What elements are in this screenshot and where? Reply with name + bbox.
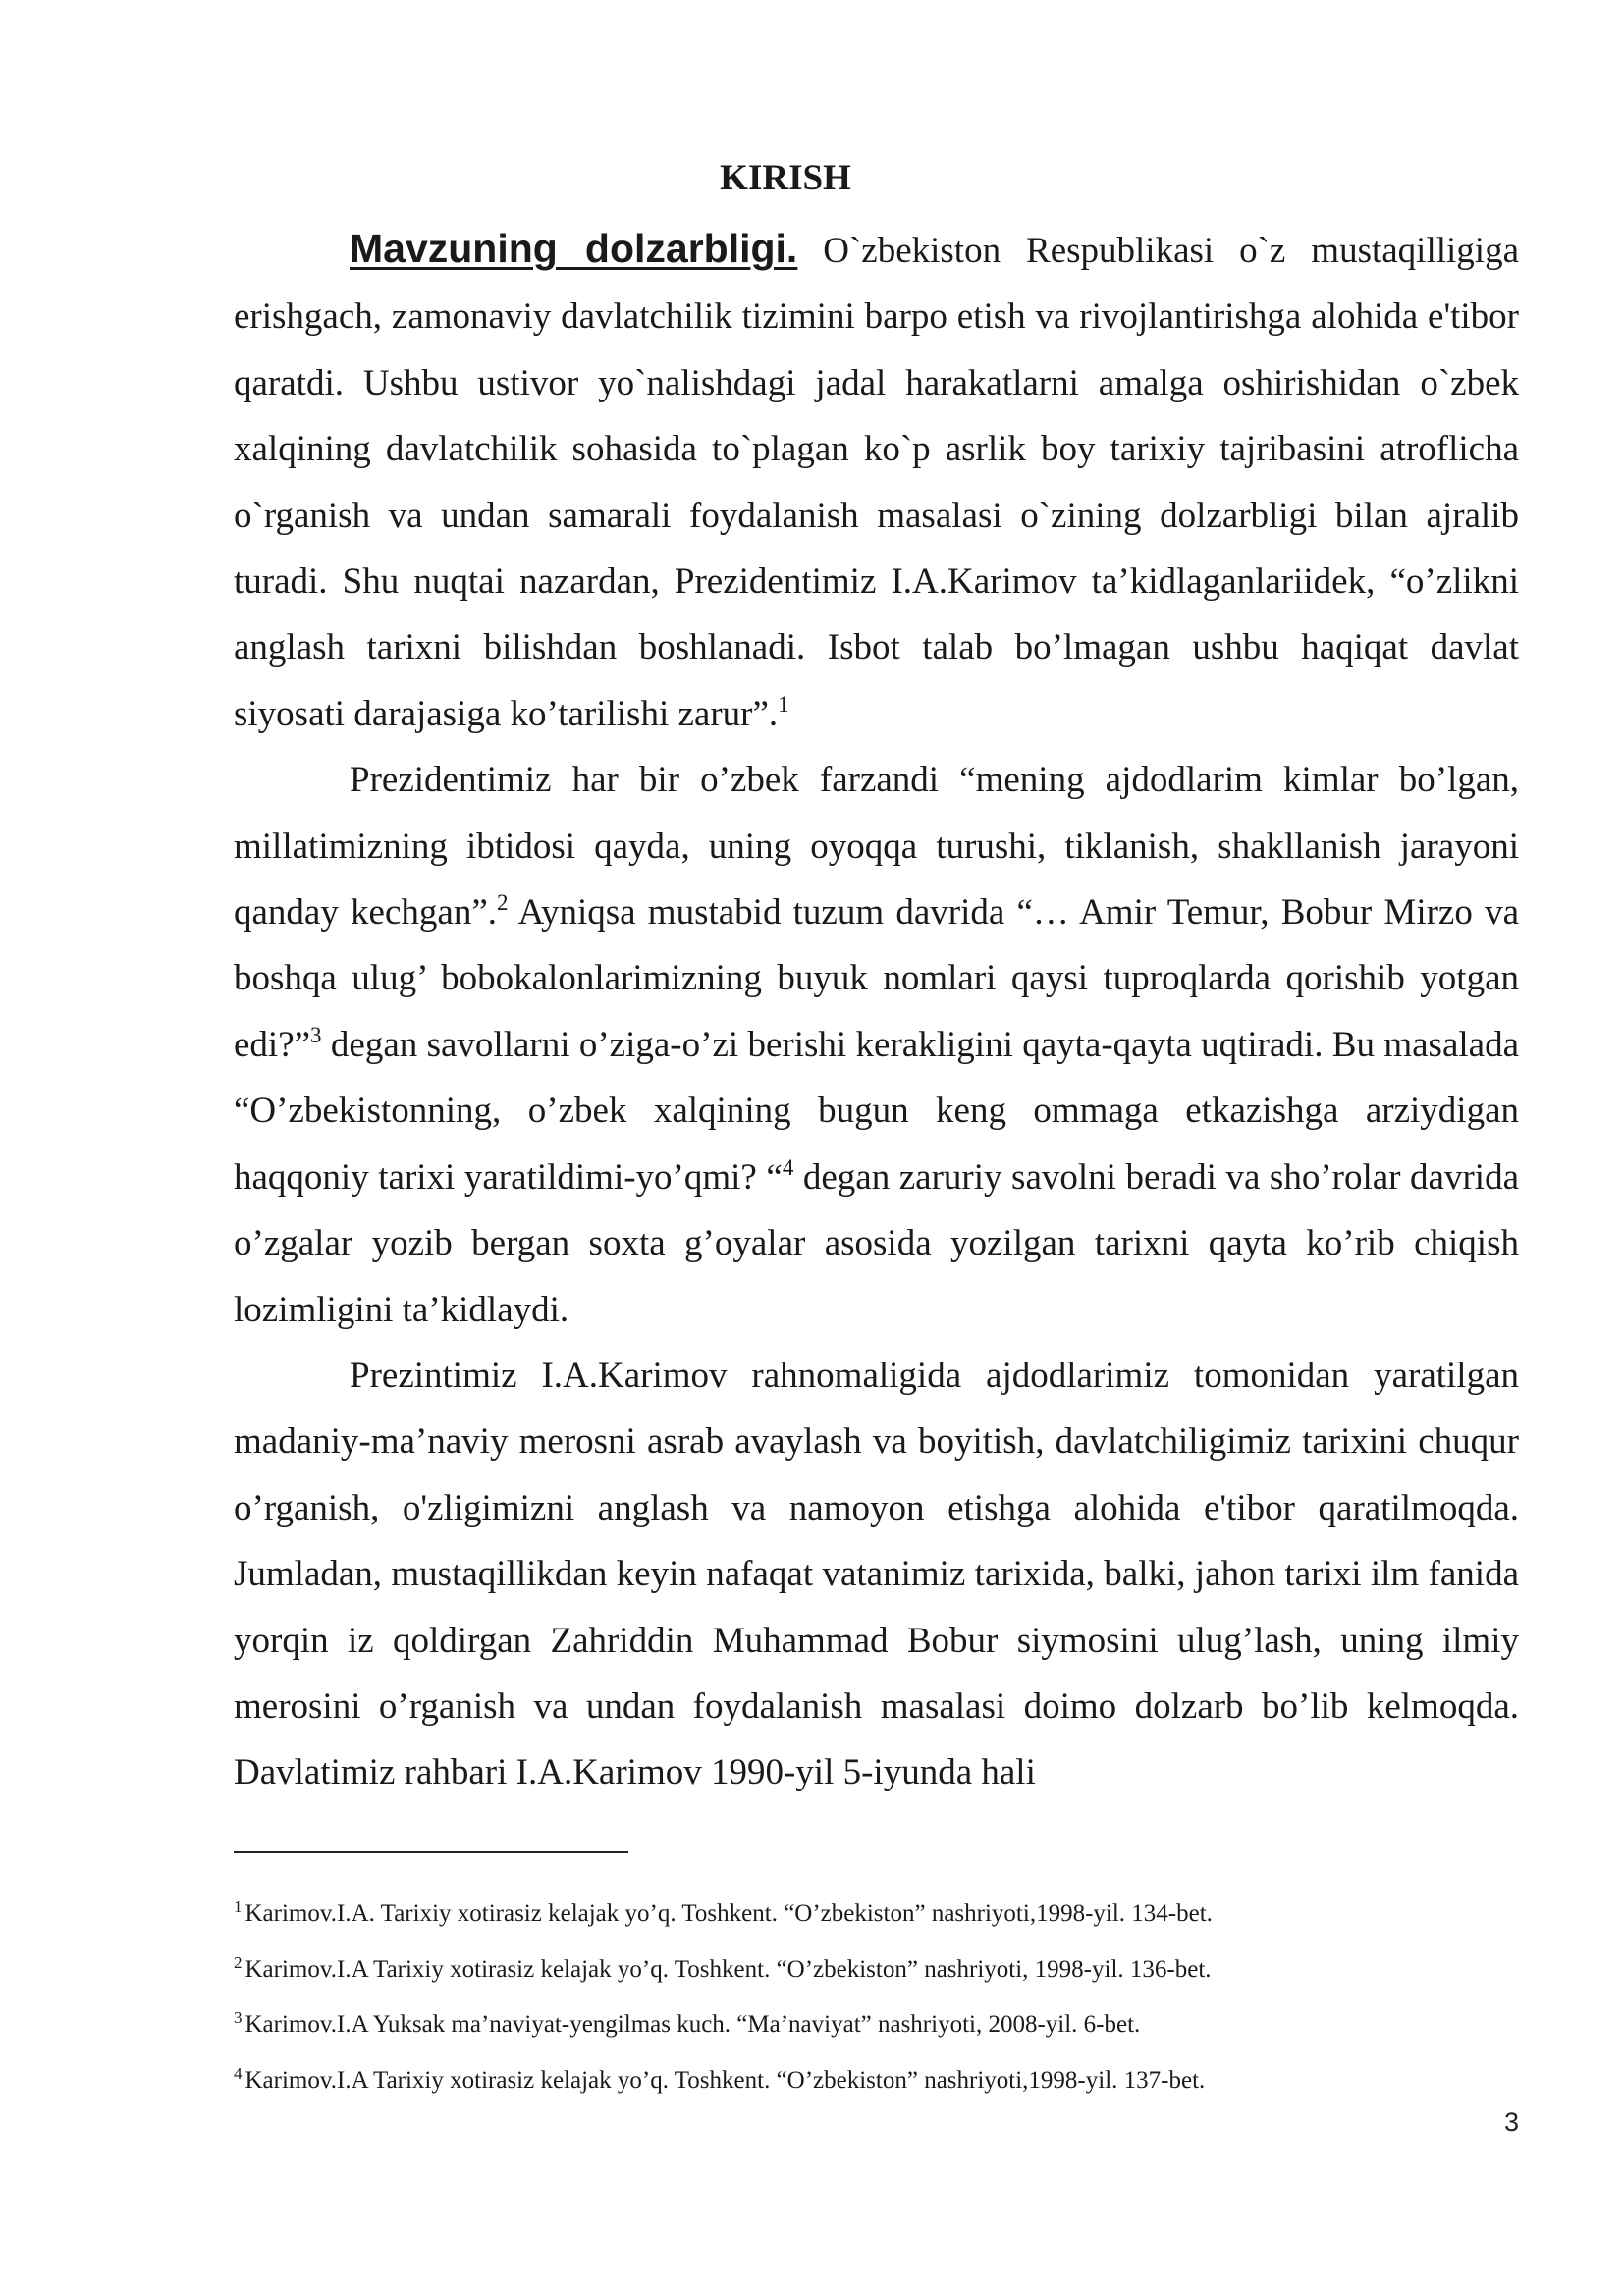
paragraph-text: O`zbekiston Respublikasi o`z mustaqilligiga erishgach, zamonaviy davlatchilik tizimini barpo etish va rivojlantirishga alohida e'tibor qaratdi. Ushbu ustivor yo`nalishdagi jadal harakatlarni amalga oshirishidan o`zbek xalqining davlatchilik sohasida to`plagan ko`p asrlik boy tarixiy tajribasini atroflicha o`rganish va undan samarali foydalanish masalasi o`zining dolzarbligi bilan ajralib turadi. Shu nuqtai nazardan, Prezidentimiz I.A.Karimov ta’kidlaganlariidek, “o’zlikni anglash tarixni bilishdan boshlanadi. Isbot talab bo’lmagan ushbu haqiqat davlat siyosati darajasiga ko’tarilishi zarur”. <box>234 231 1519 734</box>
footnote-text: Karimov.I.A Tarixiy xotirasiz kelajak yo’q. Toshkent. “O’zbekiston” nashriyoti, 1998-yil. 136-bet. <box>244 1955 1212 1983</box>
footnote-text: Karimov.I.A Yuksak ma’naviyat-yengilmas kuch. “Ma’naviyat” nashriyoti, 2008-yil. 6-bet. <box>244 2011 1141 2038</box>
footnote-mark: 2 <box>234 1952 243 1972</box>
paragraph-president-questions <box>234 747 1519 1343</box>
footnote-item <box>234 2010 1519 2066</box>
paragraph-relevance <box>234 216 1519 747</box>
page-heading: KIRISH <box>720 158 851 198</box>
page-number: 3 <box>1503 2108 1519 2137</box>
section-lead-title: Mavzuning dolzarbligi. <box>350 226 798 271</box>
paragraph-heritage <box>234 1343 1519 1806</box>
footnote-reference: 1 <box>778 691 789 717</box>
paragraph-text: Prezidentimiz har bir o’zbek farzandi “mening ajdodlarim kimlar bo’lgan, millatimizning ibtidosi qayda, uning oyoqqa turushi, tiklanish, shakllanish jarayoni qanday kechgan”. <box>234 760 1519 934</box>
footnote-item <box>234 2063 1519 2122</box>
footnotes-list <box>234 1899 1519 2121</box>
body-text <box>234 216 1519 1806</box>
footnote-reference: 4 <box>782 1154 794 1180</box>
paragraph-text: degan savollarni o’ziga-o’zi berishi kerakligini qayta-qayta uqtiradi. Bu masalada “O’zbekistonning, o’zbek xalqining bugun keng ommaga etkazishga arziydigan haqqoniy tarixi yaratildimi-yo’qmi? “ <box>234 1024 1519 1198</box>
paragraph-text: Prezintimiz I.A.Karimov rahnomaligida ajdodlarimiz tomonidan yaratilgan madaniy-ma’naviy merosni asrab avaylash va boyitish, davlatchiligimiz tarixini chuqur o’rganish, o'zligimizni anglash va namoyon etishga alohida e'tibor qaratilmoqda. Jumladan, mustaqillikdan keyin nafaqat vatanimiz tarixida, balki, jahon tarixi ilm fanida yorqin iz qoldirgan Zahriddin Muhammad Bobur siymosini ulug’lash, uning ilmiy merosini o’rganish va undan foydalanish masalasi doimo dolzarb bo’lib kelmoqda. Davlatimiz rahbari I.A.Karimov 1990-yil 5-iyunda hali <box>234 1355 1519 1793</box>
paragraph-text: Ayniqsa mustabid tuzum davrida “… Amir Temur, Bobur Mirzo va boshqa ulug’ bobokalonlarimizning buyuk nomlari qaysi tuproqlarda qorishib yotgan edi?” <box>234 892 1519 1065</box>
footnote-item <box>234 1899 1519 1955</box>
footnote-reference: 2 <box>497 890 509 916</box>
paragraph-text: degan zaruriy savolni beradi va sho’rolar davrida o’zgalar yozib bergan soxta g’oyalar asosida yozilgan tarixni qayta ko’rib chiqish lozimligini ta’kidlaydi. <box>234 1156 1519 1330</box>
footnote-separator <box>234 1851 628 1853</box>
footnote-mark: 4 <box>234 2063 243 2083</box>
footnote-reference: 3 <box>310 1022 322 1047</box>
footnote-mark: 1 <box>234 1897 243 1916</box>
footnote-text: Karimov.I.A Tarixiy xotirasiz kelajak yo’q. Toshkent. “O’zbekiston” nashriyoti,1998-yil. 137-bet. <box>244 2066 1206 2094</box>
footnote-mark: 3 <box>234 2008 243 2027</box>
footnote-item <box>234 1952 1519 2011</box>
footnote-text: Karimov.I.A. Tarixiy xotirasiz kelajak yo’q. Toshkent. “O’zbekiston” nashriyoti,1998-yil. 134-bet. <box>244 1900 1213 1927</box>
